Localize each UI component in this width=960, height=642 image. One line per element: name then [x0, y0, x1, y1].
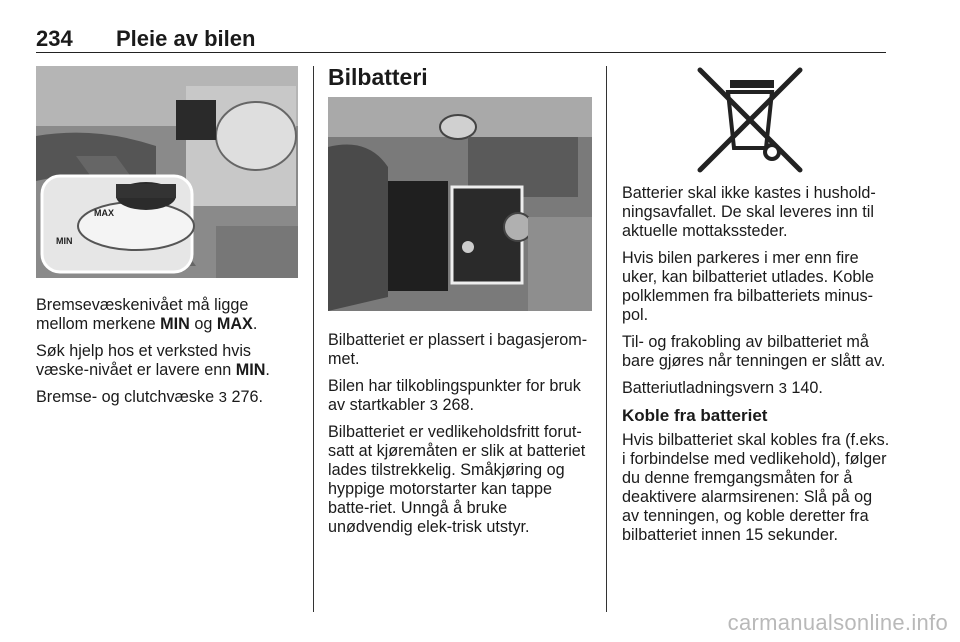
page-header [36, 24, 886, 53]
paragraph-disposal: Batterier skal ikke kastes i hushold-ningsavfallet. De skal leveres inn til aktuelle mottakssteder. [622, 184, 876, 240]
column-divider-1 [313, 66, 314, 612]
paragraph-discharge-protection: Batteriutladningsvern 3 140. [622, 379, 823, 397]
column-middle [328, 66, 592, 545]
page-reference-icon: 3 [429, 397, 439, 414]
paragraph-disconnect-procedure: Hvis bilbatteriet skal kobles fra (f.eks. i forbindelse med vedlikehold), følger du denne fremgangsmåten for å deaktivere alarmsirenen: Slå på og av tenningen, og koble deretter fra bilbatteriet innen 15 sekunder. [622, 431, 890, 544]
paragraph-brake-level: Bremsevæskenivået må ligge mellom merkene MIN og MAX. [36, 296, 258, 333]
brake-fluid-reservoir-photo [36, 66, 298, 278]
column-left [36, 66, 298, 415]
battery-engine-bay-photo [328, 97, 592, 311]
column-divider-2 [606, 66, 607, 612]
section-heading-battery: Bilbatteri [328, 64, 428, 90]
subheading-disconnect-battery: Koble fra batteriet [622, 406, 768, 425]
paragraph-maintenance-free: Bilbatteriet er vedlikeholdsfritt forut-satt at kjøremåten er slik at batteriet lades tilstrekkelig. Småkjøring og hyppige motorstarter kan tappe batte-riet. Unngå å bruke unødvendig elek-trisk utstyr. [328, 423, 586, 536]
paragraph-workshop: Søk hjelp hos et verksted hvis væske-nivået er lavere enn MIN. [36, 342, 270, 379]
paragraph-ignition-off: Til- og frakobling av bilbatteriet må bare gjøres når tenningen er slått av. [622, 333, 886, 370]
paragraph-long-parking: Hvis bilen parkeres i mer enn fire uker, kan bilbatteriet utlades. Koble polklemmen fra bilbatteriets minus-pol. [622, 249, 874, 324]
paragraph-battery-location: Bilbatteriet er plassert i bagasjerom-met. [328, 331, 588, 368]
max-mark-label: MAX [94, 208, 114, 218]
page-reference-icon: 3 [218, 389, 227, 406]
crossed-out-wheelie-bin-icon [622, 66, 890, 176]
paragraph-jump-start: Bilen har tilkoblingspunkter for bruk av startkabler 3 268. [328, 377, 581, 414]
page-reference-icon: 3 [778, 380, 787, 397]
paragraph-brake-clutch-ref: Bremse- og clutchvæske 3 276. [36, 388, 263, 406]
watermark: carmanualsonline.info [727, 610, 948, 635]
min-mark-label: MIN [56, 236, 73, 246]
column-right [622, 66, 890, 553]
page-number: 234 [36, 26, 73, 51]
chapter-title: Pleie av bilen [116, 26, 256, 51]
